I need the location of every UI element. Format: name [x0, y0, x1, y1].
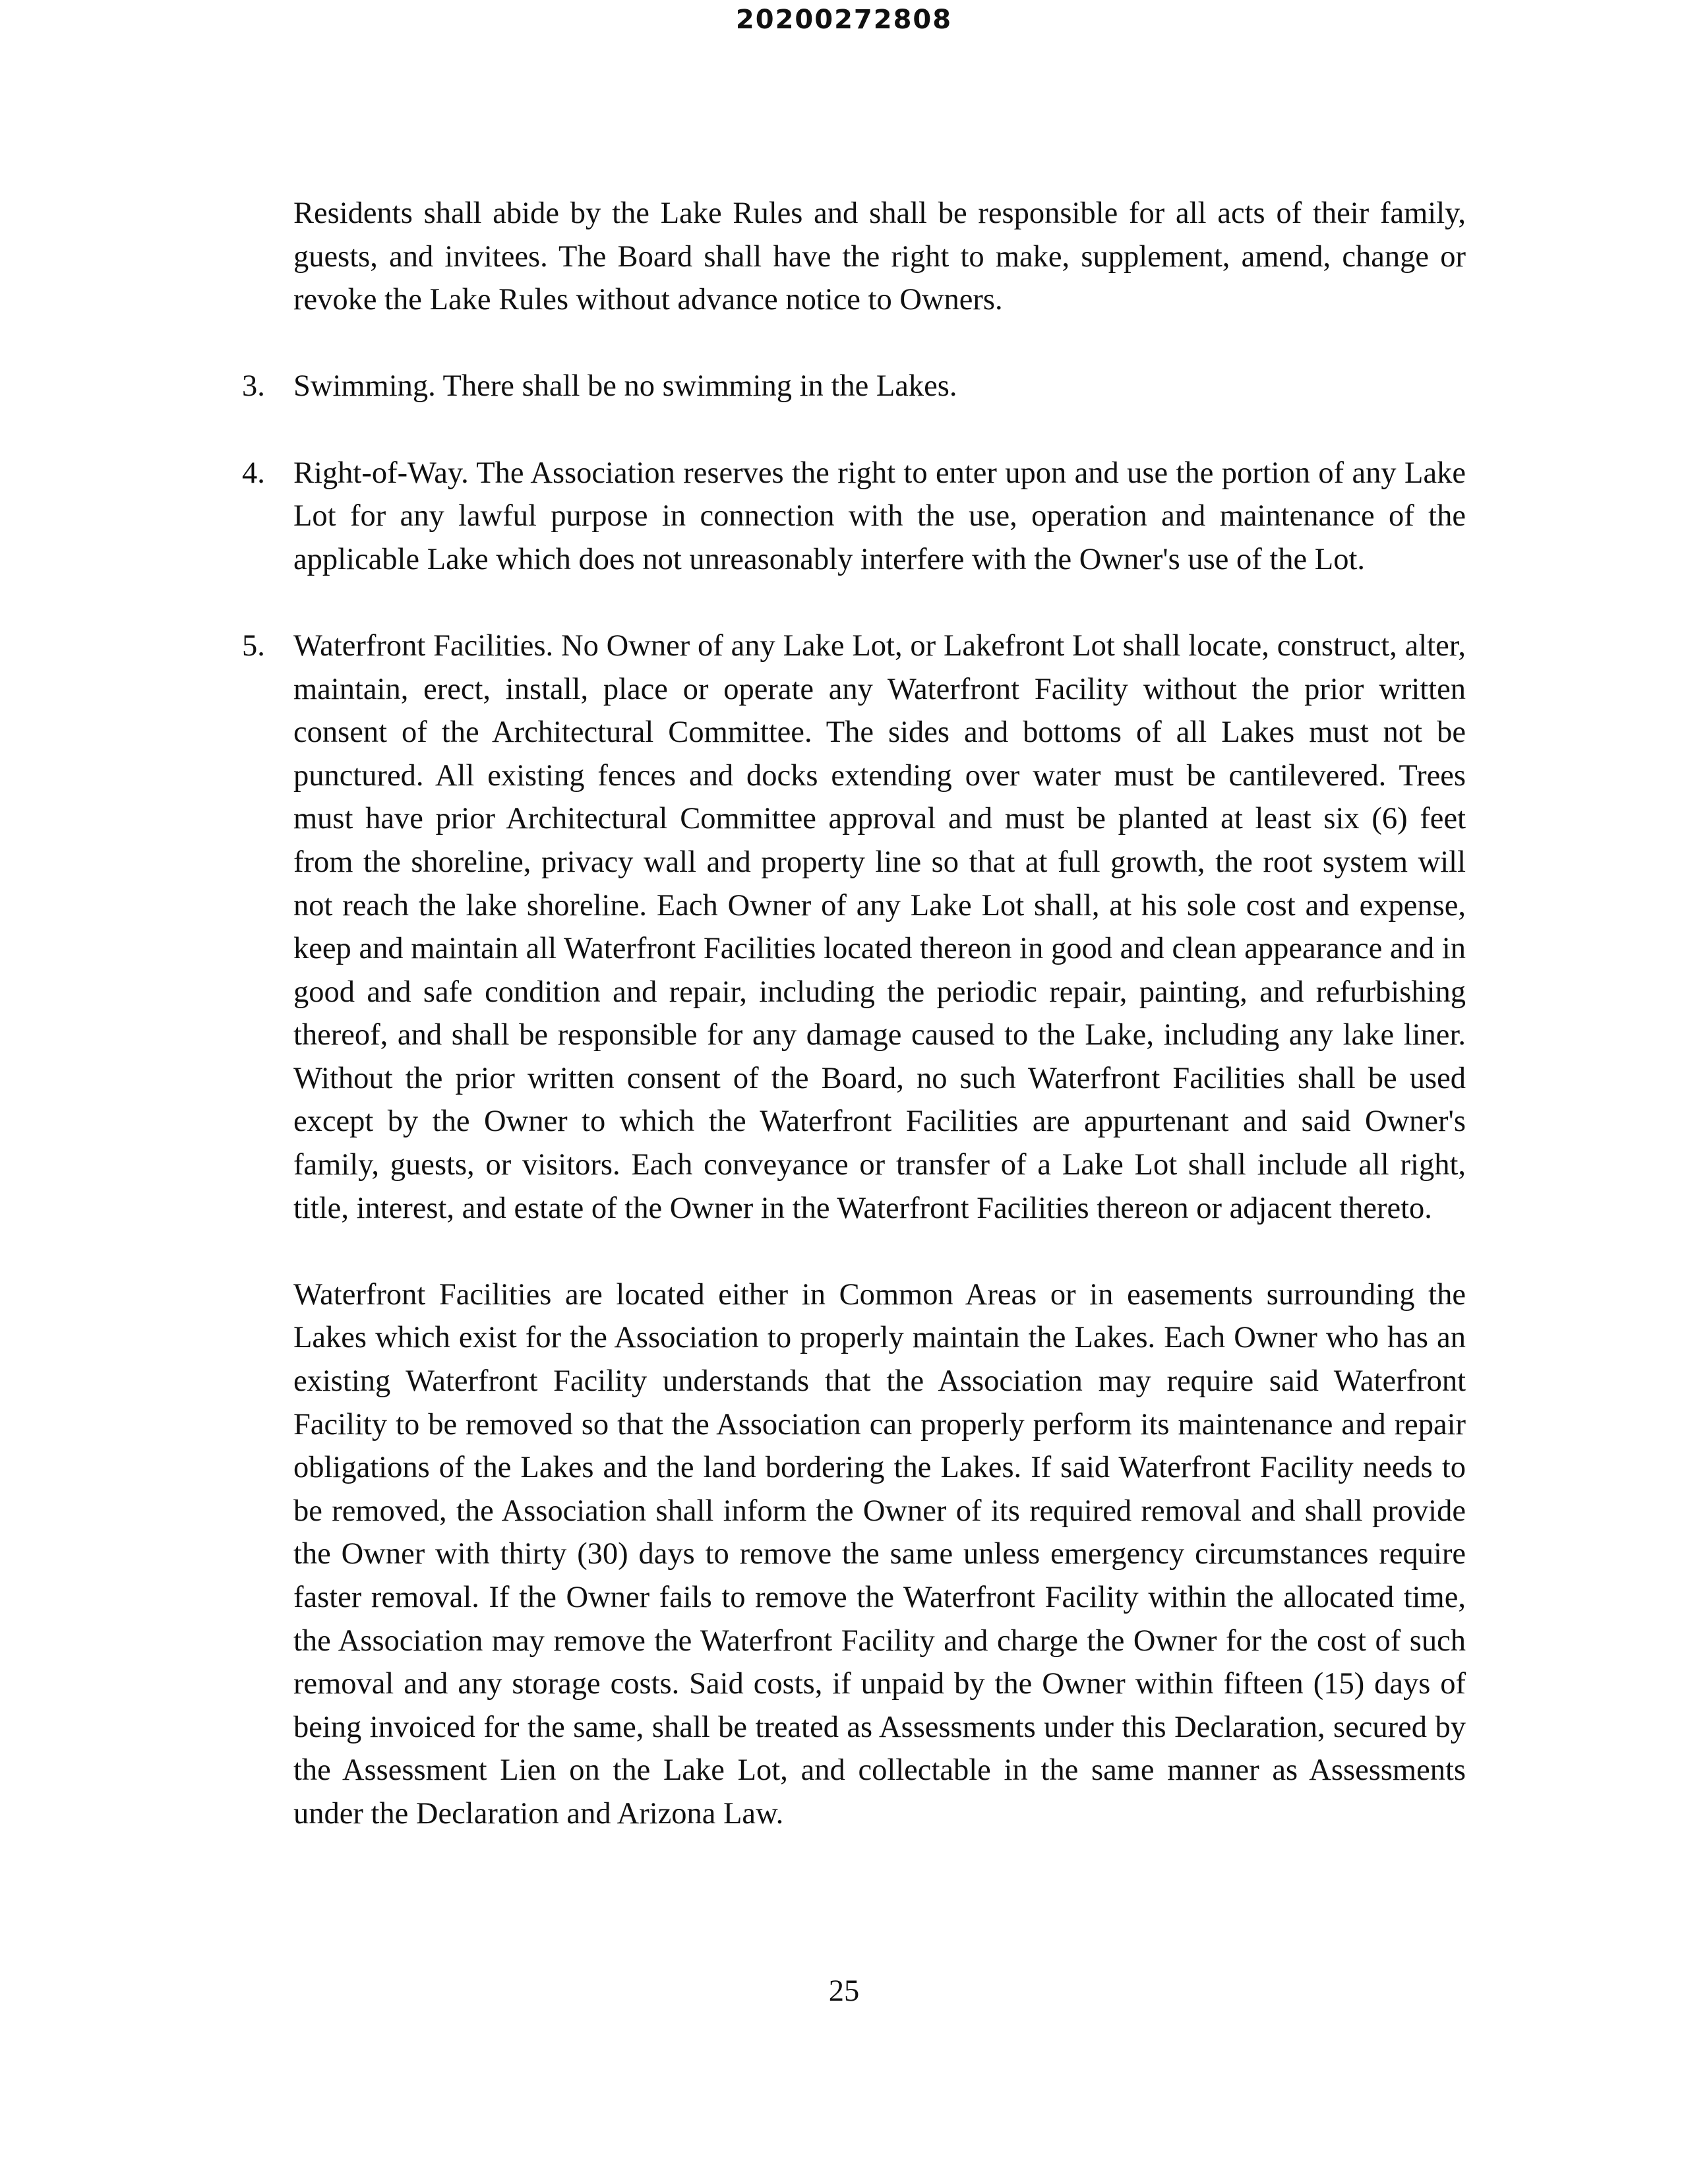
list-item-number: 3.: [242, 369, 265, 404]
list-item-text: Right-of-Way. The Association reserves the right to enter upon and use the portion of any Lake Lot for any lawful purpose in connection with the use, operation and maintenance of the applicable Lake which does not unreasonably interfere with the Owner's use of the Lot.: [293, 456, 1466, 576]
list-item-number: 4.: [242, 456, 265, 490]
list-item-number: 5.: [242, 628, 265, 663]
continuation-paragraph: Residents shall abide by the Lake Rules and shall be responsible for all acts of their family, guests, and invitees. The Board shall have the right to make, supplement, amend, change or revoke the Lake Rules without advance notice to Owners.: [293, 197, 1466, 317]
list-item-4: [242, 452, 1466, 582]
page-number: 25: [828, 1974, 860, 2008]
list-item-text: Swimming. There shall be no swimming in the Lakes.: [293, 369, 957, 404]
list-item-text: Waterfront Facilities. No Owner of any Lake Lot, or Lakefront Lot shall locate, construct, alter, maintain, erect, install, place or operate any Waterfront Facility without the prior written consent of the Architectural Committee. The sides and bottoms of all Lakes must not be punctured. All existing fences and docks extending over water must be cantilevered. Trees must have prior Architectural Committee approval and must be planted at least six (6) feet from the shoreline, privacy wall and property line so that at full growth, the root system will not reach the lake shoreline. Each Owner of any Lake Lot shall, at his sole cost and expense, keep and maintain all Waterfront Facilities located thereon in good and clean appearance and in good and safe condition and repair, including the periodic repair, painting, and refurbishing thereof, and shall be responsible for any damage caused to the Lake, including any lake liner. Without the prior written consent of the Board, no such Waterfront Facilities shall be used except by the Owner to which the Waterfront Facilities are appurtenant and said Owner's family, guests, or visitors. Each conveyance or transfer of a Lake Lot shall include all right, title, interest, and estate of the Owner in the Waterfront Facilities thereon or adjacent thereto.: [293, 628, 1466, 1225]
page-body: [242, 192, 1466, 1879]
closing-paragraph: Waterfront Facilities are located either in Common Areas or in easements surrounding the Lakes which exist for the Association to properly maintain the Lakes. Each Owner who has an existing Waterfront Facility understands that the Association may require said Waterfront Facility to be removed so that the Association can properly perform its maintenance and repair obligations of the Lakes and the land bordering the Lakes. If said Waterfront Facility needs to be removed, the Association shall inform the Owner of its required removal and shall provide the Owner with thirty (30) days to remove the same unless emergency circumstances require faster removal. If the Owner fails to remove the Waterfront Facility within the allocated time, the Association may remove the Waterfront Facility and charge the Owner for the cost of such removal and any storage costs. Said costs, if unpaid by the Owner within fifteen (15) days of being invoiced for the same, shall be treated as Assessments under this Declaration, secured by the Assessment Lien on the Lake Lot, and collectable in the same manner as Assessments under the Declaration and Arizona Law.: [293, 1277, 1466, 1831]
list-item-3: [242, 365, 1466, 408]
list-item-5: [242, 624, 1466, 1230]
document-number: 20200272808: [735, 5, 953, 35]
